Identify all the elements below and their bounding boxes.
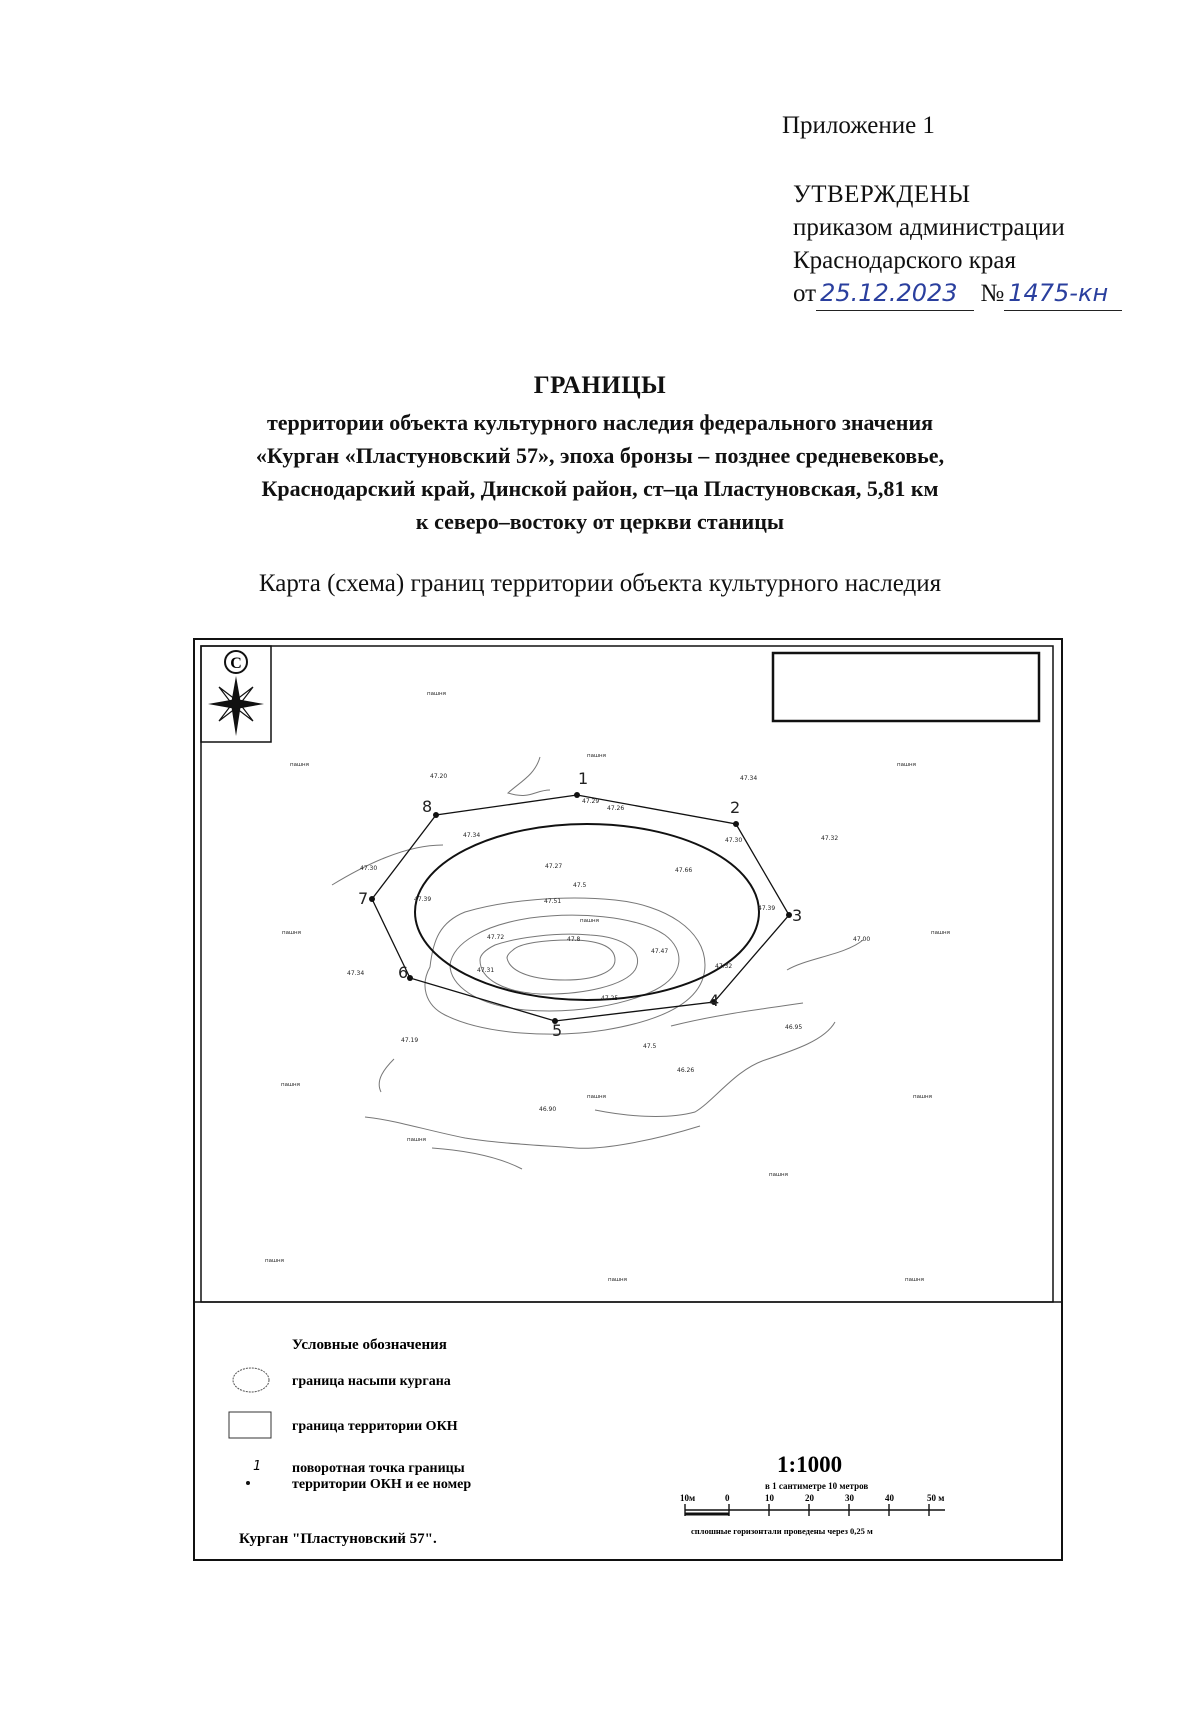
compass-letter: С	[230, 655, 242, 672]
land-label: пашня	[905, 1277, 924, 1283]
elevation: 47.30	[725, 837, 743, 844]
land-label: пашня	[580, 918, 599, 924]
turning-point	[733, 821, 739, 827]
territory-boundary	[372, 795, 789, 1021]
scale-tick: 20	[805, 1493, 814, 1503]
scale-note: в 1 сантиметре 10 метров	[765, 1481, 869, 1491]
elevation: 47.34	[347, 970, 365, 977]
scale-tick: 40	[885, 1493, 894, 1503]
map-inner-border	[201, 646, 1053, 1302]
elevation: 47.51	[544, 898, 562, 905]
order-date-line	[793, 277, 1122, 311]
elevation: 47.72	[487, 934, 505, 941]
contour-lines	[332, 757, 863, 1169]
contour-label: 47.8	[567, 936, 581, 943]
point-number: 6	[398, 963, 409, 982]
legend-point-number: 1	[253, 1459, 262, 1474]
point-number: 3	[792, 906, 803, 925]
turning-points	[369, 792, 792, 1024]
elevation: 47.25	[601, 995, 619, 1002]
elevation: 47.29	[582, 798, 600, 805]
turning-point	[433, 812, 439, 818]
point-number: 8	[422, 797, 433, 816]
land-label: пашня	[282, 930, 301, 936]
land-label: пашня	[897, 762, 916, 768]
scale-tick: 30	[845, 1493, 854, 1503]
title-main: ГРАНИЦЫ	[533, 372, 667, 399]
document-title	[120, 372, 1080, 538]
land-label: пашня	[281, 1082, 300, 1088]
scale-ticks	[680, 1493, 944, 1503]
date-prefix: от	[793, 280, 817, 307]
land-label: пашня	[587, 1094, 606, 1100]
order-line-1: приказом администрации	[793, 214, 1065, 241]
title-line-4: к северо–востоку от церкви станицы	[415, 509, 785, 534]
land-label: пашня	[931, 930, 950, 936]
land-label: пашня	[290, 762, 309, 768]
legend-point-label-1: поворотная точка границы	[292, 1461, 465, 1476]
scale-bar	[685, 1504, 945, 1516]
compass-icon	[208, 651, 264, 736]
scale-tick: 10м	[680, 1493, 696, 1503]
scale-ratio: 1:1000	[777, 1452, 843, 1477]
elevation: 47.19	[401, 1037, 419, 1044]
elevation: 47.34	[463, 832, 481, 839]
land-label: пашня	[407, 1137, 426, 1143]
land-label: пашня	[587, 753, 606, 759]
legend-point-swatch	[246, 1481, 250, 1485]
elevation: 47.39	[758, 905, 776, 912]
elevation: 47.20	[430, 773, 448, 780]
title-line-3: Краснодарский край, Динской район, ст–ца Пластуновская, 5,81 км	[261, 476, 939, 501]
elevation: 46.95	[785, 1024, 803, 1031]
legend-territory-label: граница территории ОКН	[292, 1419, 458, 1434]
order-line-2: Краснодарского края	[793, 247, 1016, 274]
map-svg	[195, 640, 1061, 1559]
number-prefix: №	[980, 280, 1005, 307]
legend-title: Условные обозначения	[292, 1337, 447, 1353]
scale-tick: 50 м	[927, 1493, 945, 1503]
legend-mound-swatch	[233, 1368, 269, 1392]
stamp-box	[773, 653, 1039, 721]
point-number: 2	[730, 798, 741, 817]
appendix-label: Приложение 1	[782, 112, 935, 139]
elevation: 47.47	[651, 948, 669, 955]
land-label: пашня	[913, 1094, 932, 1100]
title-line-2: «Курган «Пластуновский 57», эпоха бронзы – позднее средневековье,	[255, 443, 945, 468]
contour-interval-note: сплошные горизонтали проведены через 0,25 м	[691, 1526, 873, 1536]
scale-tick: 0	[725, 1493, 730, 1503]
map-subtitle: Карта (схема) границ территории объекта культурного наследия	[258, 570, 942, 597]
elevation: 47.34	[740, 775, 758, 782]
order-number: 1475-кн	[1004, 277, 1122, 311]
point-number: 1	[578, 769, 589, 788]
land-label: пашня	[427, 691, 446, 697]
point-number: 5	[552, 1021, 563, 1040]
scale-tick: 10	[765, 1493, 774, 1503]
elevation: 47.26	[607, 805, 625, 812]
approval-block	[793, 178, 1122, 311]
elevation: 47.30	[360, 865, 378, 872]
elevation: 46.90	[539, 1106, 557, 1113]
map-caption: Курган "Пластуновский 57".	[239, 1531, 437, 1547]
elevation: 47.39	[414, 896, 432, 903]
turning-point	[574, 792, 580, 798]
elevation: 46.26	[677, 1067, 695, 1074]
legend-mound-label: граница насыпи кургана	[292, 1374, 451, 1389]
elevation: 47.31	[477, 967, 495, 974]
approved-label: УТВЕРЖДЕНЫ	[793, 181, 971, 208]
point-number: 4	[709, 991, 720, 1010]
elevation: 47.00	[853, 936, 871, 943]
order-date: 25.12.2023	[816, 277, 974, 311]
turning-point	[369, 896, 375, 902]
title-line-1: территории объекта культурного наследия федерального значения	[266, 410, 934, 435]
elevation: 47.27	[545, 863, 563, 870]
land-label: пашня	[769, 1172, 788, 1178]
contour-label: 47.5	[643, 1043, 657, 1050]
point-number: 7	[358, 889, 369, 908]
legend-territory-swatch	[229, 1412, 271, 1438]
contour-label: 47.5	[573, 882, 587, 889]
elevation: 47.32	[821, 835, 839, 842]
land-label: пашня	[608, 1277, 627, 1283]
elevation: 47.66	[675, 867, 693, 874]
elevation: 47.32	[715, 963, 733, 970]
map-frame	[193, 638, 1063, 1561]
land-label: пашня	[265, 1258, 284, 1264]
legend-point-label-2: территории ОКН и ее номер	[292, 1477, 472, 1492]
